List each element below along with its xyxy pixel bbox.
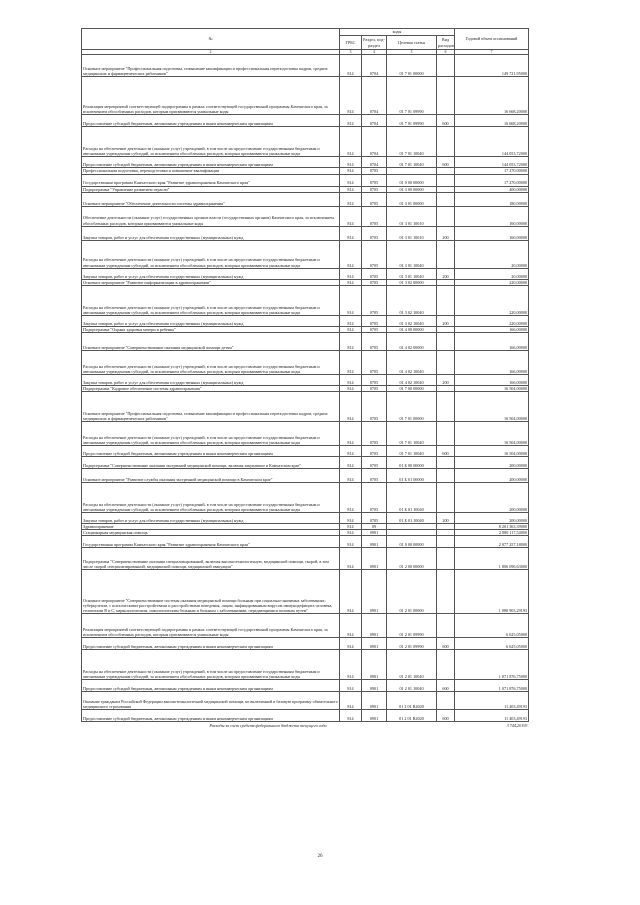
row-name: Здравоохранение <box>82 523 340 529</box>
row-target-article: 01 7 01 09990 <box>387 77 437 115</box>
row-razdel: 0704 <box>362 55 387 77</box>
row-grbs: 814 <box>340 692 362 710</box>
row-amount: 16 668,20000 <box>455 77 529 115</box>
row-amount: 16 504,00000 <box>455 445 529 456</box>
row-target-article: 01 Б 01 00000 <box>387 468 437 482</box>
row-amount: 1 080 903,29193 <box>455 570 529 614</box>
row-target-article: 01 3 00 00000 <box>387 186 437 192</box>
row-grbs: 814 <box>340 614 362 638</box>
row-amount: 220,00000 <box>455 315 529 326</box>
table-row <box>82 55 529 77</box>
row-grbs: 814 <box>340 127 362 157</box>
row-razdel: 0901 <box>362 692 387 710</box>
table-row <box>82 315 529 326</box>
row-expense-type: 600 <box>437 445 455 456</box>
row-name: Основное мероприятие "Профессиональная подготовка, повышение квалификации и профессиональная переподготовка кадров, средних медицинских и фармацевтических работников" <box>82 391 340 421</box>
row-target-article: 01 7 00 00000 <box>387 385 437 391</box>
table-row <box>82 206 529 226</box>
row-grbs: 814 <box>340 168 362 174</box>
row-grbs: 814 <box>340 268 362 279</box>
row-amount: 166,00000 <box>455 332 529 350</box>
row-expense-type <box>437 332 455 350</box>
row-expense-type: 600 <box>437 680 455 692</box>
row-name: Закупка товаров, работ и услуг для обеспечения государственных (муниципальных) нужд <box>82 268 340 279</box>
row-expense-type <box>437 77 455 115</box>
row-target-article: 01 3 02 10040 <box>387 285 437 315</box>
table-row <box>82 192 529 206</box>
row-amount: 2 080 117,54000 <box>455 529 529 535</box>
row-grbs: 814 <box>340 332 362 350</box>
row-razdel: 0705 <box>362 192 387 206</box>
row-grbs: 814 <box>340 174 362 186</box>
table-row <box>82 445 529 456</box>
row-grbs: 814 <box>340 710 362 722</box>
row-grbs: 814 <box>340 445 362 456</box>
row-amount: 144 053,72000 <box>455 157 529 168</box>
row-target-article: 01 Б 01 10040 <box>387 512 437 523</box>
row-grbs: 814 <box>340 326 362 332</box>
row-name: Закупка товаров, работ и услуг для обеспечения государственных (муниципальных) нужд <box>82 512 340 523</box>
row-name: Основное мероприятие "Профессиональная подготовка, повышение квалификации и профессиональная переподготовка кадров, средних медицинских и фармацевтических работников" <box>82 55 340 77</box>
column-number-cell: 6 <box>437 50 455 55</box>
table-row <box>82 332 529 350</box>
row-razdel: 0901 <box>362 536 387 548</box>
table-row <box>82 226 529 240</box>
row-name: Предоставление субсидий бюджетным, автономным учреждениям и иным некоммерческим организациям <box>82 710 340 722</box>
row-expense-type <box>437 456 455 468</box>
row-expense-type: 200 <box>437 315 455 326</box>
budget-table <box>81 28 529 728</box>
row-amount: 200,00000 <box>455 468 529 482</box>
row-razdel: 0705 <box>362 445 387 456</box>
row-expense-type <box>437 421 455 445</box>
table-row <box>82 710 529 722</box>
col-header-cs: Целевая статья <box>387 36 437 50</box>
row-razdel: 0705 <box>362 315 387 326</box>
row-name: Основное мероприятие "Совершенствование оказания медицинской помощи детям" <box>82 332 340 350</box>
row-razdel: 0705 <box>362 391 387 421</box>
row-grbs: 814 <box>340 468 362 482</box>
footer-row <box>82 722 529 729</box>
row-razdel: 0705 <box>362 174 387 186</box>
row-amount: 16 504,00000 <box>455 385 529 391</box>
row-expense-type <box>437 548 455 570</box>
row-target-article: 01 7 01 10040 <box>387 157 437 168</box>
row-expense-type: 600 <box>437 638 455 650</box>
col-header-vr: Вид расходов <box>438 37 454 48</box>
row-expense-type <box>437 482 455 512</box>
row-amount: 166,00000 <box>455 374 529 385</box>
row-amount: 180,00000 <box>455 192 529 206</box>
row-grbs: 814 <box>340 77 362 115</box>
row-name: Расходы на обеспечение деятельности (оказание услуг) учреждений, в том числе на предоставление государственным бюджетным и автономным учреждениям субсидий, за исключением обособленных расходов, которым присваиваются уникальные коды <box>82 285 340 315</box>
row-grbs: 814 <box>340 186 362 192</box>
table-row <box>82 468 529 482</box>
col-header-annual: Годовой объем ассигнований <box>455 29 529 50</box>
col-header-codes: коды <box>340 29 455 36</box>
table-row <box>82 157 529 168</box>
row-amount: 149 721,95000 <box>455 55 529 77</box>
row-expense-type: 200 <box>437 374 455 385</box>
row-razdel: 0901 <box>362 650 387 680</box>
page-number: 26 <box>317 854 323 859</box>
footer-sum: 3 744,20193 <box>506 723 528 729</box>
row-target-article: 01 3 01 10040 <box>387 268 437 279</box>
row-name: Расходы на обеспечение деятельности (оказание услуг) учреждений, в том числе на предоставление государственным бюджетным и автономным учреждениям субсидий, за исключением обособленных расходов, которым присваиваются уникальные коды <box>82 482 340 512</box>
row-name: Расходы на обеспечение деятельности (оказание услуг) учреждений, в том числе на предоставление государственным бюджетным и автономным учреждениям субсидий, за исключением обособленных расходов, которым присваиваются уникальные коды <box>82 421 340 445</box>
row-name: Закупка товаров, работ и услуг для обеспечения государственных (муниципальных) нужд <box>82 315 340 326</box>
row-target-article: 01 2 01 10040 <box>387 650 437 680</box>
row-grbs: 814 <box>340 226 362 240</box>
table-row <box>82 512 529 523</box>
row-target-article: 01 2 00 00000 <box>387 548 437 570</box>
row-target-article: 01 3 01 10010 <box>387 206 437 226</box>
row-razdel: 0705 <box>362 206 387 226</box>
row-name: Реализация мероприятий соответствующей подпрограммы в рамках соответствующей государственной программы Камчатского края, за исключением обособленных расходов, которым присваиваются уникальные коды <box>82 614 340 638</box>
row-expense-type <box>437 206 455 226</box>
row-expense-type <box>437 692 455 710</box>
row-amount: 200,00000 <box>455 482 529 512</box>
row-target-article: 01 3 01 10040 <box>387 240 437 268</box>
row-target-article: 01 7 01 09990 <box>387 115 437 127</box>
row-amount: 200,00000 <box>455 512 529 523</box>
row-name: Оказание гражданам Российской Федерации высокотехнологичной медицинской помощи, не включенной в базовую программу обязательного медицинского страхования <box>82 692 340 710</box>
row-grbs: 814 <box>340 536 362 548</box>
row-target-article: 01 4 00 00000 <box>387 326 437 332</box>
row-target-article: 01 2 01 10040 <box>387 680 437 692</box>
row-expense-type: 600 <box>437 115 455 127</box>
row-target-article: 01 2 01 09990 <box>387 638 437 650</box>
row-name: Основное мероприятие "Развитие информатизации в здравоохранении" <box>82 279 340 285</box>
row-name: Обеспечение деятельности (оказание услуг) государственных органов власти (государственных органов) Камчатского края, за исключением обособленных расходов, которым присваиваются уникальные коды <box>82 206 340 226</box>
row-target-article: 01 4 02 10040 <box>387 350 437 374</box>
row-razdel: 0901 <box>362 548 387 570</box>
row-grbs: 814 <box>340 650 362 680</box>
row-target-article: 01 2 01 09990 <box>387 614 437 638</box>
row-grbs: 814 <box>340 350 362 374</box>
row-name: Предоставление субсидий бюджетным, автономным учреждениям и иным некоммерческим организациям <box>82 638 340 650</box>
table-row <box>82 638 529 650</box>
row-name: Расходы на обеспечение деятельности (оказание услуг) учреждений, в том числе на предоставление государственным бюджетным и автономным учреждениям субсидий, за исключением обособленных расходов, которым присваиваются уникальные коды <box>82 240 340 268</box>
row-name: Расходы на обеспечение деятельности (оказание услуг) учреждений, в том числе на предоставление государственным бюджетным и автономным учреждениям субсидий, за исключением обособленных расходов, которым присваиваются уникальные коды <box>82 650 340 680</box>
column-number-cell: 4 <box>362 50 387 55</box>
row-razdel: 0705 <box>362 421 387 445</box>
row-razdel: 0705 <box>362 240 387 268</box>
row-amount: 2 077 257,18000 <box>455 536 529 548</box>
row-amount: 17 270,00000 <box>455 168 529 174</box>
row-amount: 20,00000 <box>455 268 529 279</box>
footer-note: Расходы за счет средств федерального бюджета текущего года <box>209 723 327 729</box>
row-grbs: 814 <box>340 157 362 168</box>
row-amount: 160,00000 <box>455 206 529 226</box>
table-row <box>82 536 529 548</box>
table-row <box>82 374 529 385</box>
row-name: Основное мероприятие "Совершенствование системы оказания медицинской помощи больным при социально-значимых заболеваниях: туберкулезом, с психическими расстройствами и расстройствами поведения, лицам, инфицированным вирусом иммунодефицита человека, гепатитами B и C, наркологическим, онкологическим больным и больным с заболеваниями, передающимися половым путем" <box>82 570 340 614</box>
row-razdel: 0705 <box>362 186 387 192</box>
row-expense-type: 200 <box>437 226 455 240</box>
row-grbs: 814 <box>340 548 362 570</box>
row-razdel: 0705 <box>362 456 387 468</box>
table-row <box>82 650 529 680</box>
row-razdel: 0705 <box>362 226 387 240</box>
row-name: Предоставление субсидий бюджетным, автономным учреждениям и иным некоммерческим организациям <box>82 157 340 168</box>
row-name: Профессиональная подготовка, переподготовка и повышение квалификации <box>82 168 340 174</box>
row-expense-type <box>437 285 455 315</box>
row-target-article: 01 0 00 00000 <box>387 174 437 186</box>
row-expense-type <box>437 614 455 638</box>
table-row <box>82 680 529 692</box>
row-razdel: 0901 <box>362 614 387 638</box>
row-name: Расходы на обеспечение деятельности (оказание услуг) учреждений, в том числе на предоставление государственным бюджетным и автономным учреждениям субсидий, за исключением обособленных расходов, которым присваиваются уникальные коды <box>82 350 340 374</box>
row-grbs: 814 <box>340 638 362 650</box>
row-amount: 200,00000 <box>455 456 529 468</box>
row-razdel: 0705 <box>362 385 387 391</box>
row-amount: 6 625,05000 <box>455 638 529 650</box>
table-row <box>82 456 529 468</box>
row-expense-type <box>437 55 455 77</box>
row-expense-type: 600 <box>437 710 455 722</box>
table-row <box>82 268 529 279</box>
row-expense-type: 200 <box>437 512 455 523</box>
row-razdel: 0705 <box>362 512 387 523</box>
col-header-num: № <box>82 29 340 50</box>
table-row <box>82 127 529 157</box>
row-amount: 166,00000 <box>455 350 529 374</box>
row-razdel: 0705 <box>362 268 387 279</box>
table-row <box>82 174 529 186</box>
row-expense-type <box>437 350 455 374</box>
row-amount: 1 071 876,75000 <box>455 680 529 692</box>
row-amount: 6 625,05000 <box>455 614 529 638</box>
row-name: Основное мероприятие "Обеспечение деятельности системы здравоохранения" <box>82 192 340 206</box>
row-name: Реализация мероприятий соответствующей подпрограммы в рамках соответствующей государственной программы Камчатского края, за исключением обособленных расходов, которым присваиваются уникальные коды <box>82 77 340 115</box>
row-amount: 220,00000 <box>455 279 529 285</box>
row-expense-type <box>437 174 455 186</box>
row-razdel: 09 <box>362 523 387 529</box>
row-amount: 16 504,00000 <box>455 391 529 421</box>
row-target-article: 01 7 01 00000 <box>387 55 437 77</box>
row-name: Государственная программа Камчатского края "Развитие здравоохранения Камчатского края" <box>82 174 340 186</box>
row-grbs: 814 <box>340 374 362 385</box>
row-amount: 16 668,20000 <box>455 115 529 127</box>
row-razdel: 0705 <box>362 279 387 285</box>
row-expense-type <box>437 192 455 206</box>
row-name: Закупка товаров, работ и услуг для обеспечения государственных (муниципальных) нужд <box>82 374 340 385</box>
row-name: Основное мероприятие "Развитие службы оказания экстренной медицинской помощи в Камчатском крае" <box>82 468 340 482</box>
row-grbs: 814 <box>340 192 362 206</box>
row-name: Государственная программа Камчатского края "Развитие здравоохранения Камчатского края" <box>82 536 340 548</box>
row-grbs: 814 <box>340 523 362 529</box>
row-grbs: 814 <box>340 315 362 326</box>
row-amount: 144 053,72000 <box>455 127 529 157</box>
row-target-article: 01 7 01 10040 <box>387 127 437 157</box>
col-header-razdel: Раздел, под-раздел <box>363 37 385 48</box>
row-expense-type <box>437 468 455 482</box>
row-name: Предоставление субсидий бюджетным, автономным учреждениям и иным некоммерческим организациям <box>82 115 340 127</box>
col-header-grbs: ГРБС <box>340 36 362 50</box>
row-name: Подпрограмма "Кадровое обеспечение системы здравоохранения" <box>82 385 340 391</box>
row-amount: 160,00000 <box>455 226 529 240</box>
row-grbs: 814 <box>340 285 362 315</box>
row-razdel: 0705 <box>362 332 387 350</box>
row-grbs: 814 <box>340 391 362 421</box>
row-grbs: 814 <box>340 115 362 127</box>
row-amount: 16 504,00000 <box>455 421 529 445</box>
row-razdel: 0704 <box>362 115 387 127</box>
row-grbs: 814 <box>340 421 362 445</box>
row-grbs: 814 <box>340 529 362 535</box>
row-razdel: 0901 <box>362 680 387 692</box>
row-target-article: 01 7 01 10040 <box>387 421 437 445</box>
table-row <box>82 115 529 127</box>
table-row <box>82 240 529 268</box>
row-amount: 166,00000 <box>455 326 529 332</box>
row-grbs: 814 <box>340 482 362 512</box>
row-razdel: 0705 <box>362 482 387 512</box>
row-amount: 20,00000 <box>455 240 529 268</box>
row-name: Расходы на обеспечение деятельности (оказание услуг) учреждений, в том числе на предоставление государственным бюджетным и автономным учреждениям субсидий, за исключением обособленных расходов, которым присваиваются уникальные коды <box>82 127 340 157</box>
row-expense-type <box>437 650 455 680</box>
row-grbs: 814 <box>340 240 362 268</box>
row-razdel: 0705 <box>362 374 387 385</box>
row-target-article: 01 2 01 00000 <box>387 570 437 614</box>
row-expense-type: 600 <box>437 157 455 168</box>
row-razdel: 0705 <box>362 168 387 174</box>
row-amount: 220,00000 <box>455 285 529 315</box>
row-amount: 11 403,49193 <box>455 692 529 710</box>
row-expense-type <box>437 570 455 614</box>
row-razdel: 0901 <box>362 710 387 722</box>
row-target-article: 01 4 02 10040 <box>387 374 437 385</box>
column-number-cell: 7 <box>455 50 529 55</box>
table-row <box>82 548 529 570</box>
table-row <box>82 350 529 374</box>
row-name: Подпрограмма "Охрана здоровья матери и ребенка" <box>82 326 340 332</box>
row-grbs: 814 <box>340 279 362 285</box>
row-grbs: 814 <box>340 680 362 692</box>
row-amount: 11 403,49193 <box>455 710 529 722</box>
row-grbs: 814 <box>340 570 362 614</box>
row-razdel: 0705 <box>362 285 387 315</box>
row-razdel: 0704 <box>362 157 387 168</box>
row-target-article: 01 2 01 R4020 <box>387 692 437 710</box>
row-expense-type <box>437 127 455 157</box>
table-row <box>82 77 529 115</box>
column-number-cell: 3 <box>340 50 362 55</box>
row-name: Подпрограмма "Совершенствование оказания специализированной, включая высокотехнологичную, медицинской помощи, скорой, в том числе скорой специализированной, медицинской помощи, медицинской эвакуации" <box>82 548 340 570</box>
row-grbs: 814 <box>340 512 362 523</box>
table-row <box>82 482 529 512</box>
budget-sheet <box>81 28 528 728</box>
row-target-article: 01 3 01 10010 <box>387 226 437 240</box>
row-target-article: 01 4 02 00000 <box>387 332 437 350</box>
row-name: Предоставление субсидий бюджетным, автономным учреждениям и иным некоммерческим организациям <box>82 445 340 456</box>
row-target-article: 01 7 01 00000 <box>387 391 437 421</box>
row-name: Закупка товаров, работ и услуг для обеспечения государственных (муниципальных) нужд <box>82 226 340 240</box>
table-row <box>82 614 529 638</box>
table-row <box>82 570 529 614</box>
table-row <box>82 692 529 710</box>
row-name: Подпрограмма "Совершенствование оказания экстренной медицинской помощи, включая закупавшее в Камчатском крае" <box>82 456 340 468</box>
table-row <box>82 421 529 445</box>
row-expense-type <box>437 536 455 548</box>
column-number-cell: 5 <box>387 50 437 55</box>
row-razdel: 0705 <box>362 326 387 332</box>
row-razdel: 0901 <box>362 570 387 614</box>
row-amount: 8 201 363,39000 <box>455 523 529 529</box>
table-row <box>82 285 529 315</box>
row-name: Предоставление субсидий бюджетным, автономным учреждениям и иным некоммерческим организациям <box>82 680 340 692</box>
row-expense-type <box>437 240 455 268</box>
row-amount: 17 270,00000 <box>455 174 529 186</box>
row-razdel: 0705 <box>362 468 387 482</box>
row-razdel: 0705 <box>362 350 387 374</box>
row-expense-type: 200 <box>437 268 455 279</box>
row-target-article: 01 3 01 00000 <box>387 192 437 206</box>
row-expense-type <box>437 391 455 421</box>
row-target-article: 01 0 00 00000 <box>387 536 437 548</box>
row-name: Подпрограмма "Управление развитием отрасли" <box>82 186 340 192</box>
row-target-article: 01 3 02 10040 <box>387 315 437 326</box>
table-row <box>82 391 529 421</box>
row-amount: 1 071 876,75000 <box>455 650 529 680</box>
row-razdel: 0901 <box>362 529 387 535</box>
row-grbs: 814 <box>340 456 362 468</box>
row-razdel: 0704 <box>362 127 387 157</box>
row-target-article: 01 2 01 R4020 <box>387 710 437 722</box>
column-number-cell: 2 <box>82 50 340 55</box>
row-target-article: 01 7 01 10040 <box>387 445 437 456</box>
row-razdel: 0704 <box>362 77 387 115</box>
row-target-article: 01 3 02 00000 <box>387 279 437 285</box>
row-name: Стационарная медицинская помощь <box>82 529 340 535</box>
row-grbs: 814 <box>340 55 362 77</box>
row-target-article: 01 Б 00 00000 <box>387 456 437 468</box>
table-body <box>82 55 529 722</box>
row-razdel: 0901 <box>362 638 387 650</box>
row-target-article: 01 Б 01 10040 <box>387 482 437 512</box>
row-grbs: 814 <box>340 206 362 226</box>
row-grbs: 814 <box>340 385 362 391</box>
row-amount: 1 806 096,63000 <box>455 548 529 570</box>
row-amount: 400,00000 <box>455 186 529 192</box>
